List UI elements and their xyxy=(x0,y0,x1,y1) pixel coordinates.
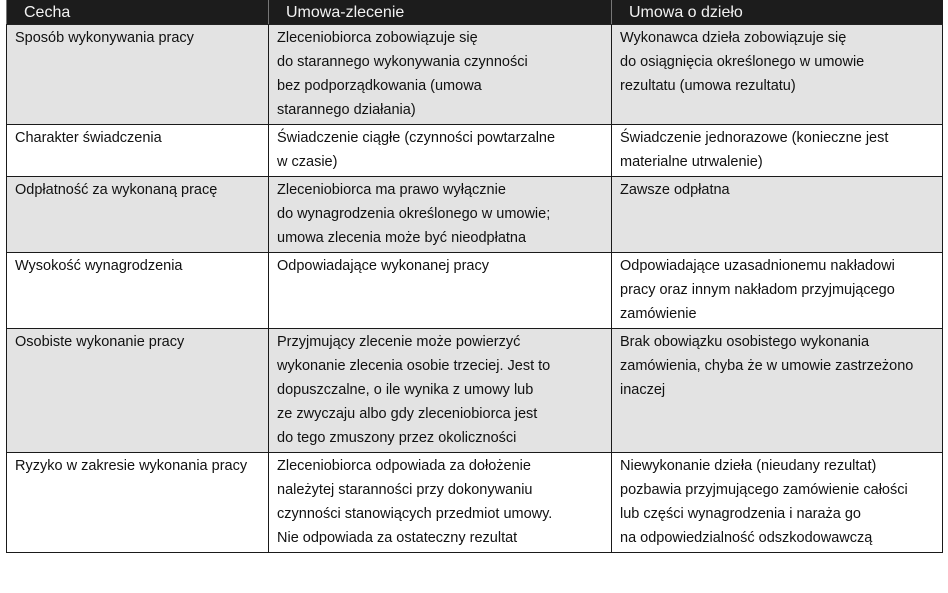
cell-text-line: Zawsze odpłatna xyxy=(620,182,730,198)
cell-text-line: zamówienie xyxy=(620,306,697,322)
umowa-o-dzielo-cell xyxy=(612,125,943,177)
cell-text-line: Niewykonanie dzieła (nieudany rezultat) xyxy=(620,458,877,474)
umowa-o-dzielo-cell xyxy=(612,25,943,125)
table-row xyxy=(7,329,943,453)
cell-text-line: inaczej xyxy=(620,382,666,398)
cell-text-line: ze zwyczaju albo gdy zleceniobiorca jest xyxy=(277,406,538,422)
cell-text-line: Nie odpowiada za ostateczny rezultat xyxy=(277,530,518,546)
umowa-zlecenie-cell xyxy=(269,125,612,177)
cell-text-line: czynności stanowiących przedmiot umowy. xyxy=(277,506,553,522)
feature-cell: Sposób wykonywania pracy xyxy=(7,25,269,125)
cell-text-line: Zleceniobiorca zobowiązuje się xyxy=(277,30,478,46)
comparison-table xyxy=(6,0,943,553)
umowa-zlecenie-cell xyxy=(269,453,612,553)
cell-text-line: pozbawia przyjmującego zamówienie całości xyxy=(620,482,908,498)
cell-text-line: wykonanie zlecenia osobie trzeciej. Jest to xyxy=(277,358,551,374)
table-body xyxy=(7,25,943,553)
cell-text-line: do wynagrodzenia określonego w umowie; xyxy=(277,206,551,222)
table-header-row xyxy=(7,0,943,25)
umowa-zlecenie-cell xyxy=(269,329,612,453)
table-row xyxy=(7,25,943,125)
table-row xyxy=(7,253,943,329)
header-umowa-o-dzielo: Umowa o dzieło xyxy=(612,0,943,25)
table-row xyxy=(7,125,943,177)
umowa-o-dzielo-cell xyxy=(612,453,943,553)
cell-text-line: Przyjmujący zlecenie może powierzyć xyxy=(277,334,521,350)
header-feature: Cecha xyxy=(7,0,269,25)
cell-text-line: dopuszczalne, o ile wynika z umowy lub xyxy=(277,382,534,398)
feature-cell: Charakter świadczenia xyxy=(7,125,269,177)
cell-text-line: należytej staranności przy dokonywaniu xyxy=(277,482,533,498)
umowa-o-dzielo-cell xyxy=(612,329,943,453)
cell-text-line: do osiągnięcia określonego w umowie xyxy=(620,54,865,70)
cell-text-line: Brak obowiązku osobistego wykonania xyxy=(620,334,870,350)
cell-text-line: do starannego wykonywania czynności xyxy=(277,54,528,70)
feature-cell: Odpłatność za wykonaną pracę xyxy=(7,177,269,253)
umowa-zlecenie-cell xyxy=(269,253,612,329)
cell-text-line: rezultatu (umowa rezultatu) xyxy=(620,78,796,94)
umowa-zlecenie-cell xyxy=(269,177,612,253)
cell-text-line: lub części wynagrodzenia i naraża go xyxy=(620,506,861,522)
cell-text-line: bez podporządkowania (umowa xyxy=(277,78,482,94)
cell-text-line: Odpowiadające uzasadnionemu nakładowi xyxy=(620,258,895,274)
cell-text-line: starannego działania) xyxy=(277,102,416,118)
umowa-o-dzielo-cell xyxy=(612,177,943,253)
umowa-zlecenie-cell xyxy=(269,25,612,125)
cell-text-line: Zleceniobiorca ma prawo wyłącznie xyxy=(277,182,506,198)
cell-text-line: Świadczenie jednorazowe (konieczne jest xyxy=(620,130,889,146)
cell-text-line: na odpowiedzialność odszkodowawczą xyxy=(620,530,873,546)
umowa-o-dzielo-cell xyxy=(612,253,943,329)
cell-text-line: pracy oraz innym nakładom przyjmującego xyxy=(620,282,895,298)
feature-cell: Ryzyko w zakresie wykonania pracy xyxy=(7,453,269,553)
cell-text-line: zamówienia, chyba że w umowie zastrzeżono xyxy=(620,358,914,374)
feature-cell: Osobiste wykonanie pracy xyxy=(7,329,269,453)
cell-text-line: Zleceniobiorca odpowiada za dołożenie xyxy=(277,458,531,474)
cell-text-line: Wykonawca dzieła zobowiązuje się xyxy=(620,30,847,46)
feature-cell: Wysokość wynagrodzenia xyxy=(7,253,269,329)
cell-text-line: w czasie) xyxy=(277,154,338,170)
table-row xyxy=(7,453,943,553)
cell-text-line: umowa zlecenia może być nieodpłatna xyxy=(277,230,527,246)
table-row xyxy=(7,177,943,253)
cell-text-line: Świadczenie ciągłe (czynności powtarzalne xyxy=(277,130,556,146)
cell-text-line: do tego zmuszony przez okoliczności xyxy=(277,430,517,446)
cell-text-line: materialne utrwalenie) xyxy=(620,154,763,170)
header-umowa-zlecenie: Umowa-zlecenie xyxy=(269,0,612,25)
cell-text-line: Odpowiadające wykonanej pracy xyxy=(277,258,489,274)
